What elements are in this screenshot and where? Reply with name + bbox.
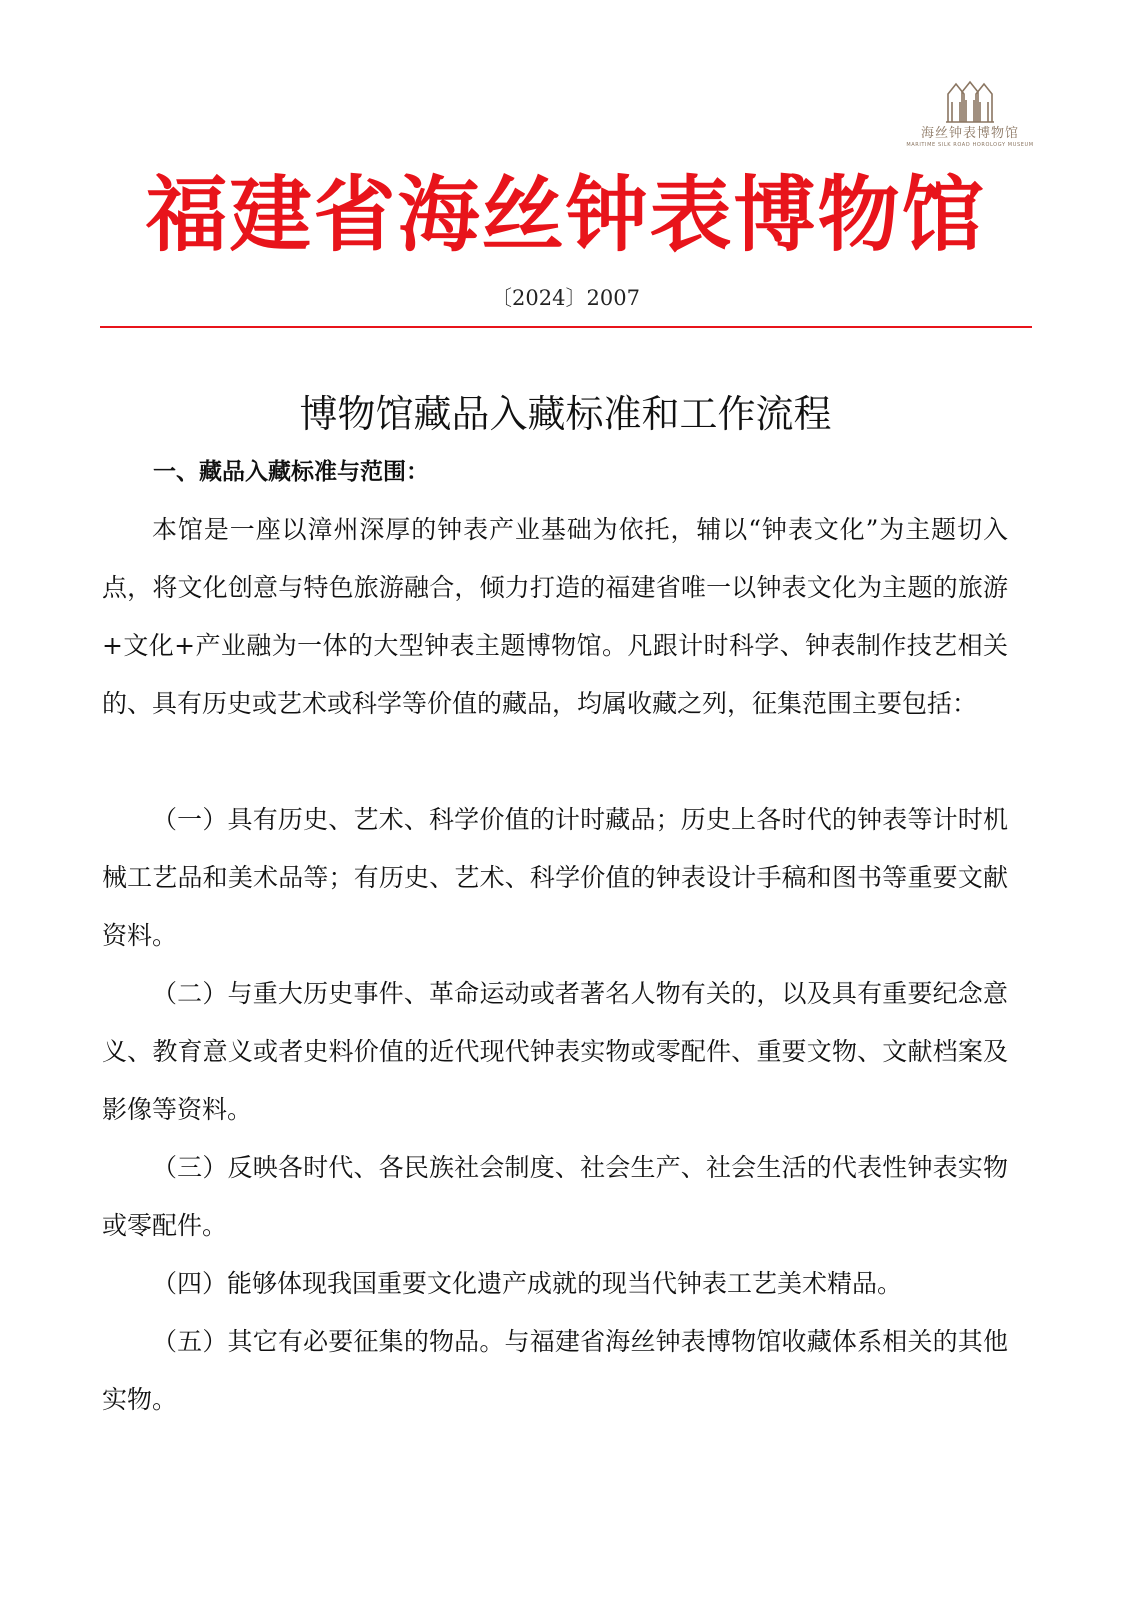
red-divider-line bbox=[100, 326, 1032, 328]
document-title: 博物馆藏品入藏标准和工作流程 bbox=[299, 392, 832, 436]
list-item: （三）反映各时代、各民族社会制度、社会生产、社会生活的代表性钟表实物或零配件。 bbox=[102, 1153, 1008, 1240]
museum-logo bbox=[905, 80, 1035, 155]
list-item: （五）其它有必要征集的物品。与福建省海丝钟表博物馆收藏体系相关的其他实物。 bbox=[102, 1327, 1008, 1414]
logo-name-cn: 海丝钟表博物馆 bbox=[920, 126, 1019, 141]
museum-building-icon bbox=[944, 80, 996, 124]
list-item: （一）具有历史、艺术、科学价值的计时藏品；历史上各时代的钟表等计时机械工艺品和美术品等；有历史、艺术、科学价值的钟表设计手稿和图书等重要文献资料。 bbox=[102, 805, 1008, 950]
intro-paragraph: 本馆是一座以漳州深厚的钟表产业基础为依托，辅以“钟表文化”为主题切入点，将文化创意与特色旅游融合，倾力打造的福建省唯一以钟表文化为主题的旅游+文化+产业融为一体的大型钟表主题博物馆。凡跟计时科学、钟表制作技艺相关的、具有历史或艺术或科学等价值的藏品，均属收藏之列，征集范围主要包括： bbox=[102, 515, 1008, 718]
logo-name-en: MARITIME SILK ROAD HOROLOGY MUSEUM bbox=[906, 142, 1034, 148]
document-number: 〔2024〕2007 bbox=[491, 286, 640, 310]
list-item: （四）能够体现我国重要文化遗产成就的现当代钟表工艺美术精品。 bbox=[152, 1269, 903, 1298]
list-item: （二）与重大历史事件、革命运动或者著名人物有关的，以及具有重要纪念意义、教育意义或者史料价值的近代现代钟表实物或零配件、重要文物、文献档案及影像等资料。 bbox=[102, 979, 1008, 1124]
masthead-title: 福建省海丝钟表博物馆 bbox=[145, 168, 986, 263]
section-heading: 一、藏品入藏标准与范围： bbox=[153, 459, 429, 485]
